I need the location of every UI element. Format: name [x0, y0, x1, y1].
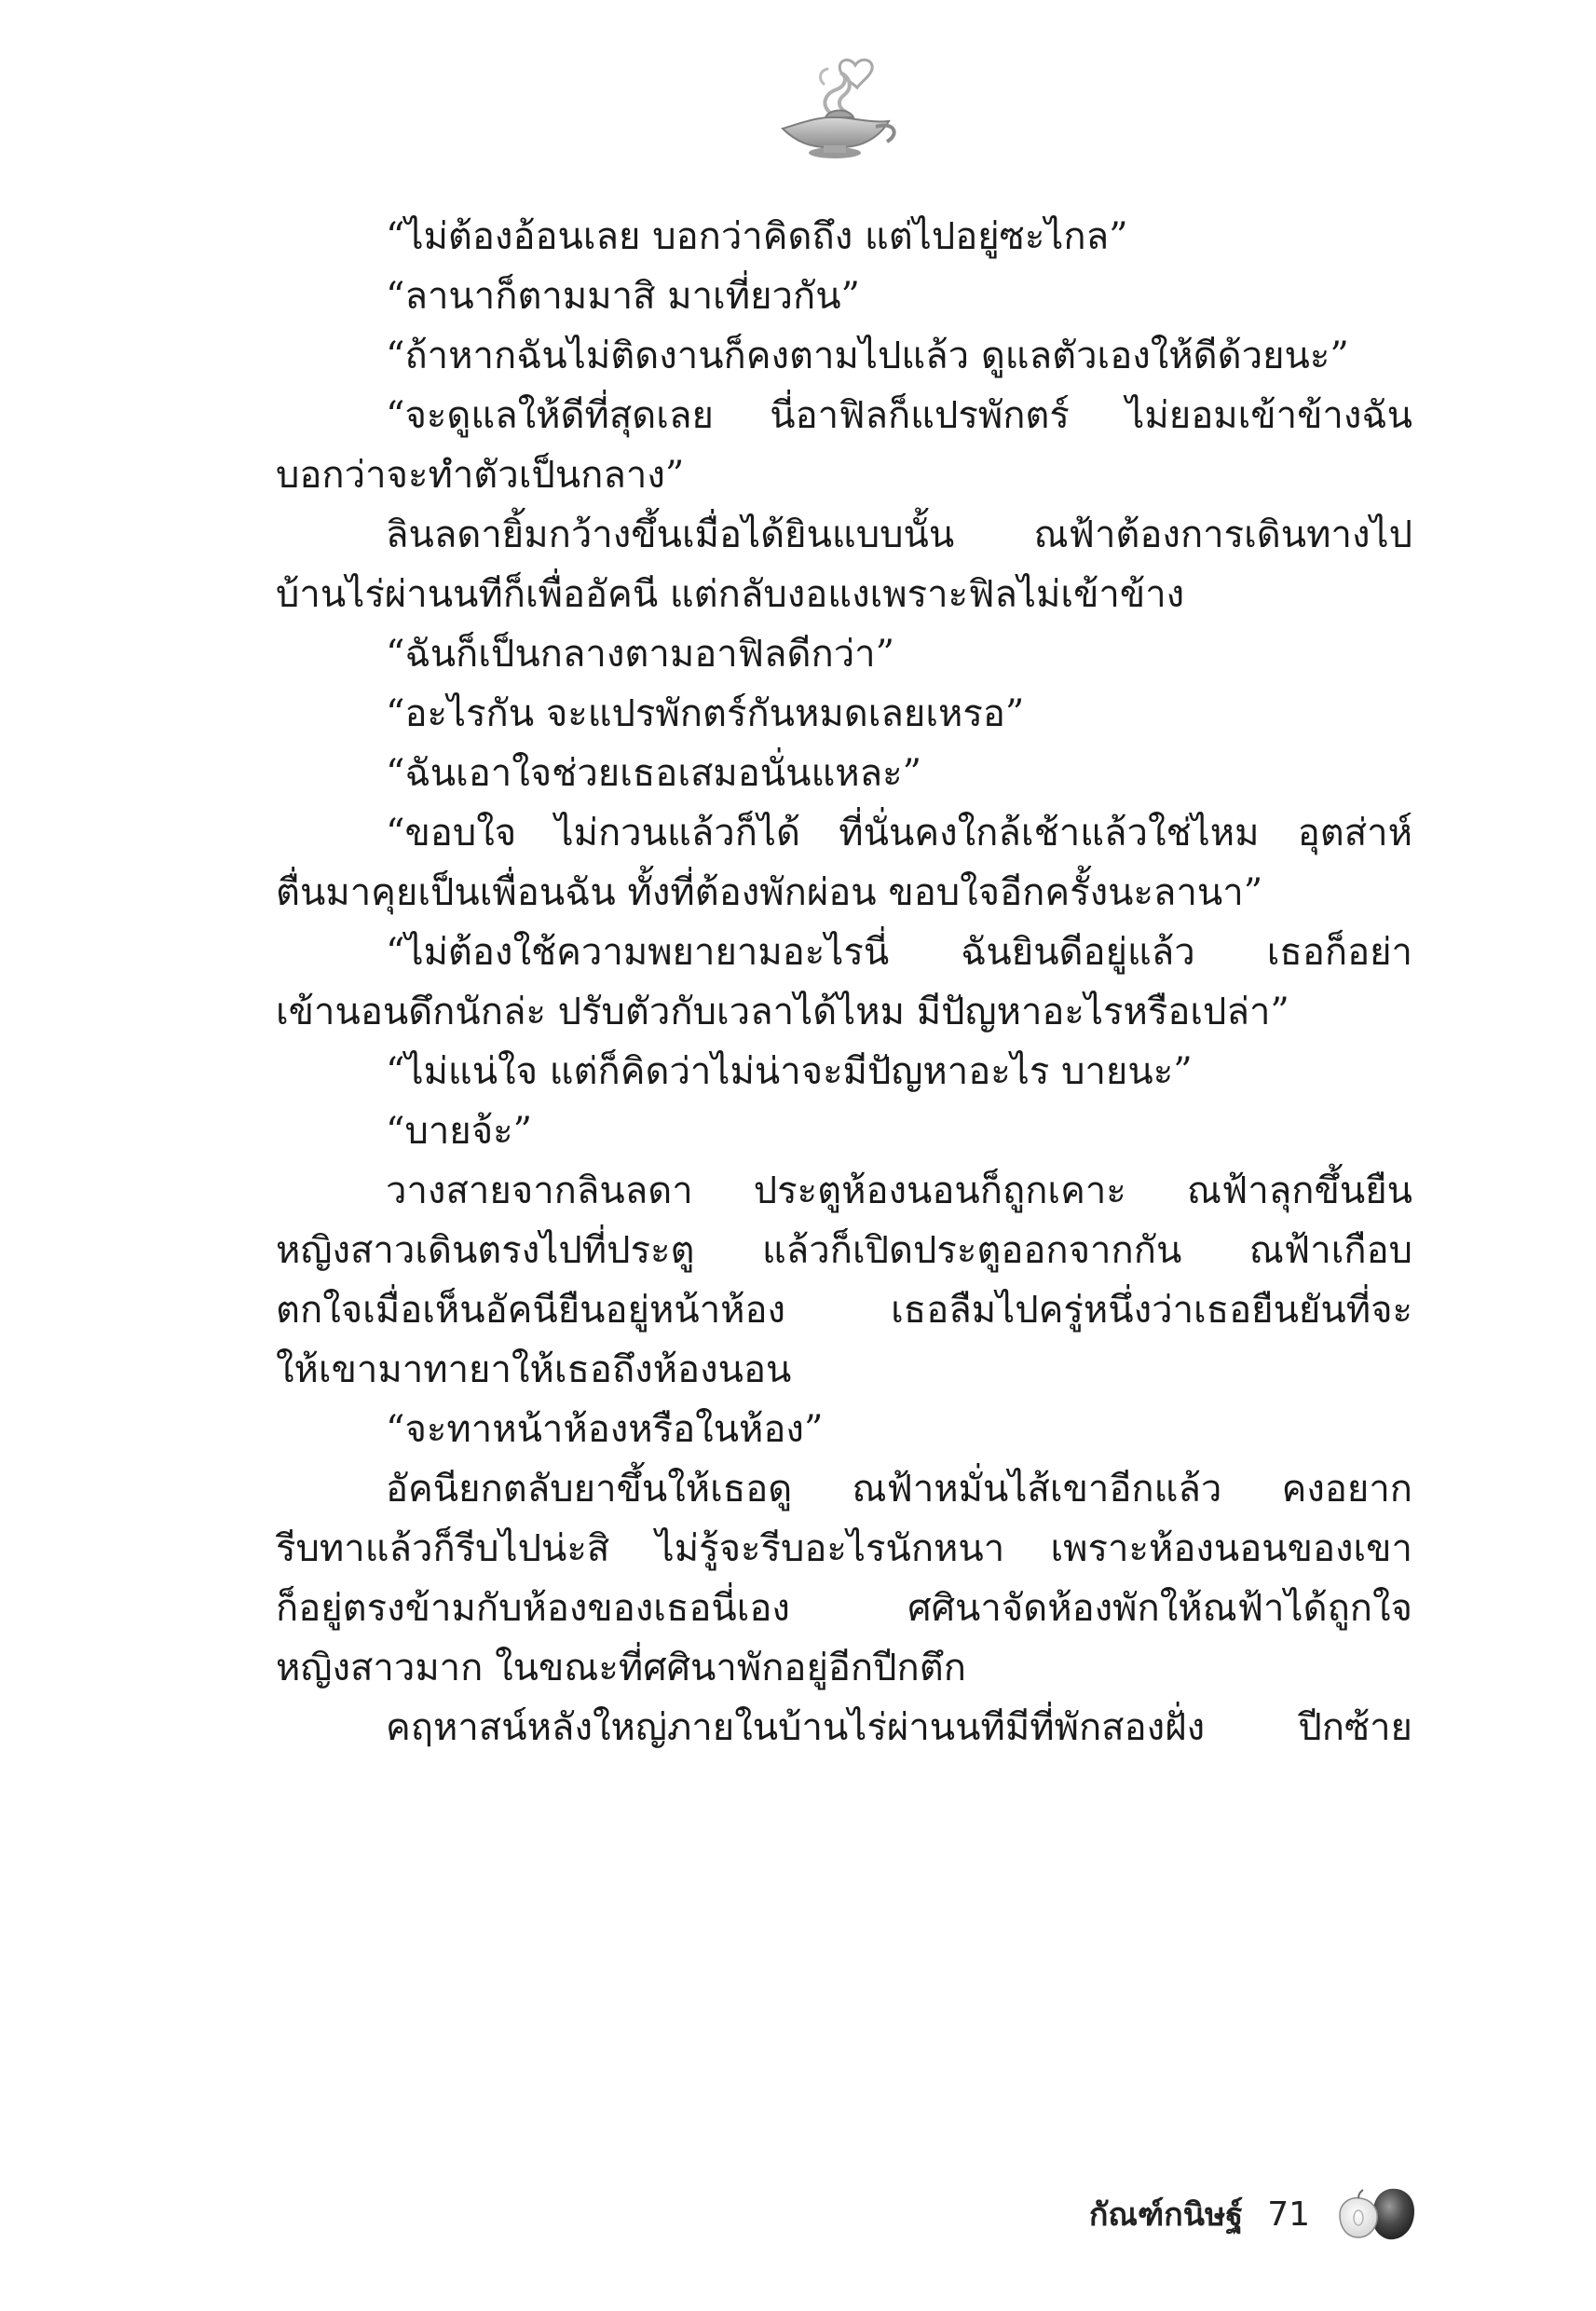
- text-line: “ฉันก็เป็นกลางตามอาฟิลดีกว่า”: [386, 633, 895, 676]
- text-line: “บายจ้ะ”: [386, 1110, 533, 1153]
- page-footer: [1006, 2177, 1416, 2251]
- book-title: กัณฑ์กนิษฐ์: [1088, 2196, 1244, 2234]
- text-line: ให้เขามาทายาให้เธอถึงห้องนอน: [276, 1348, 792, 1391]
- text-line: ลินลดายิ้มกว้างขึ้นเมื่อได้ยินแบบนั้น ณฟ้าต้องการเดินทางไป: [386, 513, 1412, 556]
- text-line: “ฉันเอาใจช่วยเธอเสมอนั่นแหละ”: [386, 752, 922, 795]
- text-line: ก็อยู่ตรงข้ามกับห้องของเธอนี่เอง ศศินาจัดห้องพักให้ณฟ้าได้ถูกใจ: [276, 1587, 1412, 1630]
- text-line: หญิงสาวมาก ในขณะที่ศศินาพักอยู่อีกปีกตึก: [276, 1647, 966, 1689]
- text-line: หญิงสาวเดินตรงไปที่ประตู แล้วก็เปิดประตูออกจากกัน ณฟ้าเกือบ: [276, 1229, 1412, 1272]
- text-line: “ไม่ต้องใช้ความพยายามอะไรนี่ ฉันยินดีอยู่แล้ว เธอก็อย่า: [386, 931, 1412, 974]
- text-line: “ขอบใจ ไม่กวนแล้วก็ได้ ที่นั่นคงใกล้เช้าแล้วใช่ไหม อุตส่าห์: [386, 812, 1412, 855]
- text-line: ตื่นมาคุยเป็นเพื่อนฉัน ทั้งที่ต้องพักผ่อน ขอบใจอีกครั้งนะลานา”: [276, 871, 1263, 914]
- text-line: บอกว่าจะทำตัวเป็นกลาง”: [276, 454, 685, 497]
- text-line: “ไม่ต้องอ้อนเลย บอกว่าคิดถึง แต่ไปอยู่ซะไกล”: [386, 215, 1128, 258]
- text-line: คฤหาสน์หลังใหญ่ภายในบ้านไร่ผ่านนทีมีที่พักสองฝั่ง ปีกซ้าย: [386, 1706, 1412, 1749]
- text-line: “ถ้าหากฉันไม่ติดงานก็คงตามไปแล้ว ดูแลตัวเองให้ดีด้วยนะ”: [386, 335, 1349, 377]
- body-text: [276, 207, 1412, 1757]
- text-line: วางสายจากลินลดา ประตูห้องนอนก็ถูกเคาะ ณฟ้าลุกขึ้นยืน: [386, 1169, 1412, 1212]
- text-line: บ้านไร่ผ่านนทีก็เพื่ออัคนี แต่กลับงอแงเพราะฟิลไม่เข้าข้าง: [276, 573, 1185, 616]
- apple-icon: [1334, 2183, 1416, 2245]
- genie-lamp-ornament-icon: [764, 56, 904, 168]
- text-line: “อะไรกัน จะแปรพักตร์กันหมดเลยเหรอ”: [386, 692, 1025, 735]
- text-line: “ลานาก็ตามมาสิ มาเที่ยวกัน”: [386, 275, 860, 318]
- text-line: “จะทาหน้าห้องหรือในห้อง”: [386, 1408, 824, 1451]
- text-line: เข้านอนดึกนักล่ะ ปรับตัวกับเวลาได้ไหม มีปัญหาอะไรหรือเปล่า”: [276, 991, 1289, 1033]
- text-line: อัคนียกตลับยาขึ้นให้เธอดู ณฟ้าหมั่นไส้เขาอีกแล้ว คงอยาก: [386, 1468, 1412, 1511]
- text-line: “ไม่แน่ใจ แต่ก็คิดว่าไม่น่าจะมีปัญหาอะไร บายนะ”: [386, 1050, 1193, 1093]
- page-number: 71: [1267, 2195, 1310, 2234]
- text-line: “จะดูแลให้ดีที่สุดเลย นี่อาฟิลก็แปรพักตร์ ไม่ยอมเข้าข้างฉัน: [386, 394, 1412, 437]
- text-line: รีบทาแล้วก็รีบไปน่ะสิ ไม่รู้จะรีบอะไรนักหนา เพราะห้องนอนของเขา: [276, 1527, 1412, 1570]
- text-line: ตกใจเมื่อเห็นอัคนียืนอยู่หน้าห้อง เธอลืมไปครู่หนึ่งว่าเธอยืนยันที่จะ: [276, 1289, 1412, 1332]
